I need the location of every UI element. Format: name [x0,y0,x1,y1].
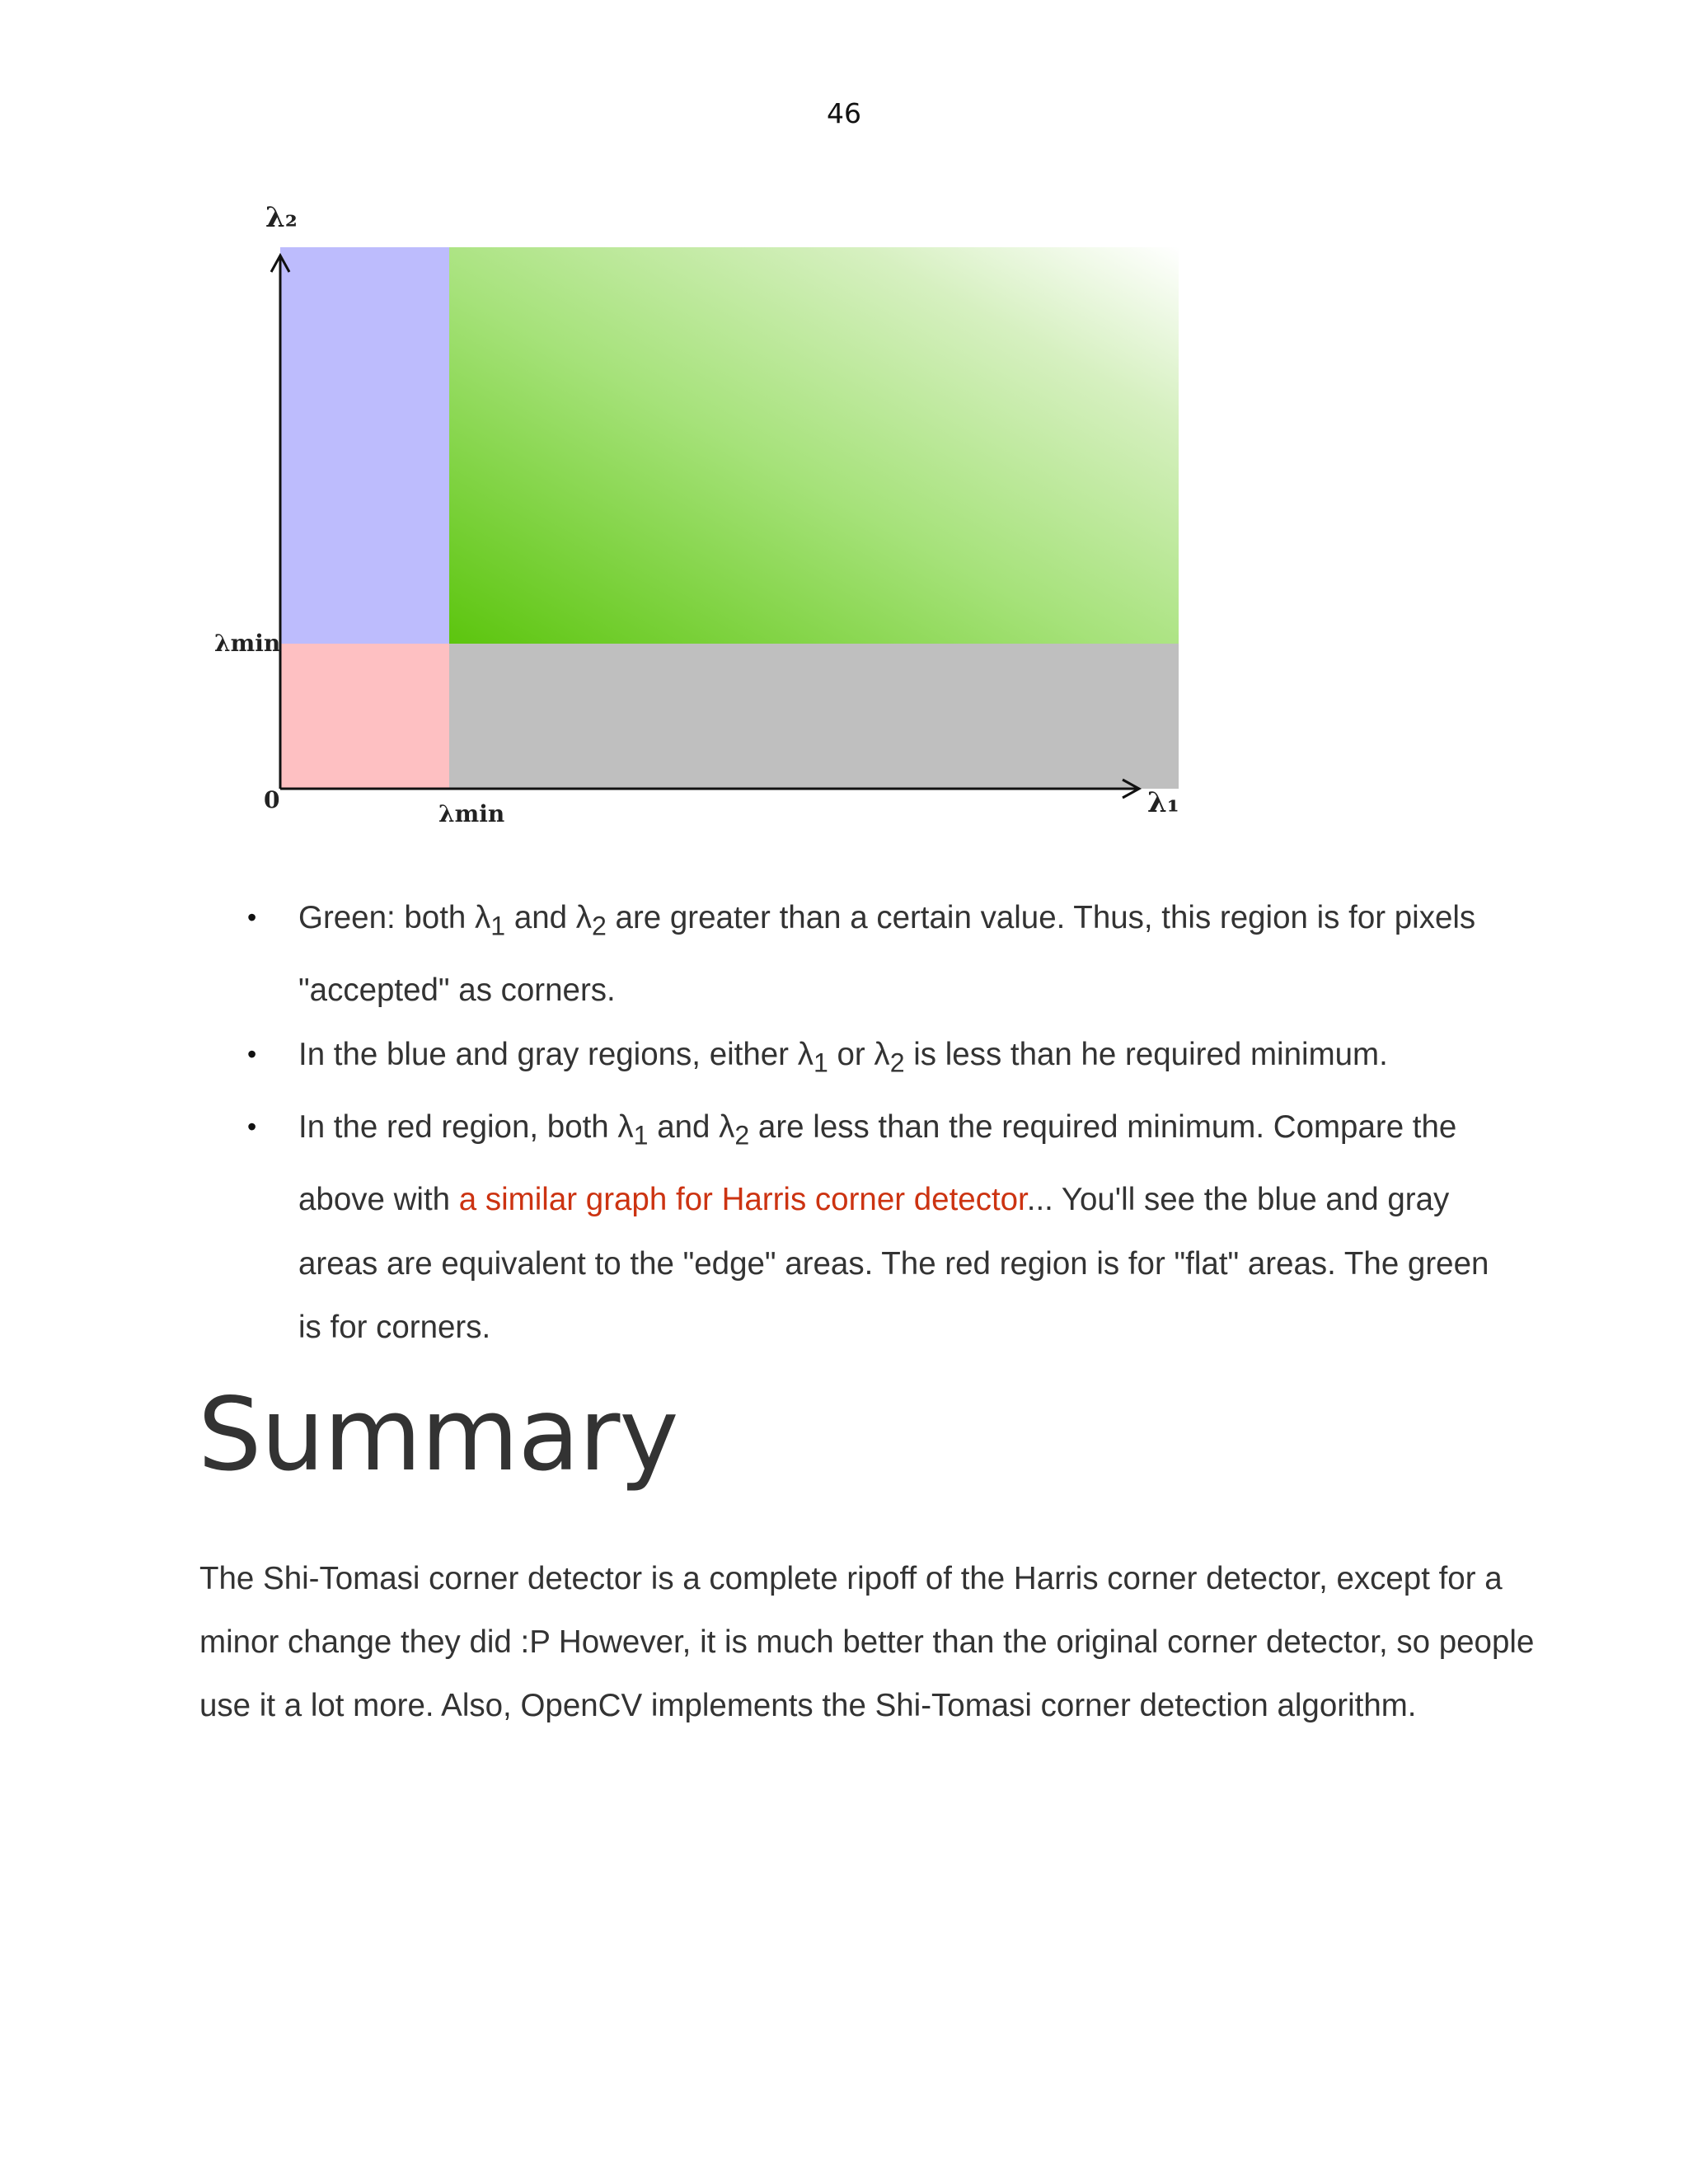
bullet-red-text-a: In the red region, both λ [298,1108,634,1145]
gray-region [449,644,1179,789]
subscript-1: 1 [490,911,506,941]
summary-paragraph: The Shi-Tomasi corner detector is a complete ripoff of the Harris corner detector, except for a minor change they did :P However, it is much better than the original corner detector, so people use it a lot more. Also, OpenCV implements the Shi-Tomasi corner detection algorithm. [199,1561,1535,1723]
region-bullet-list [239,886,1517,1360]
green-region [449,247,1179,644]
subscript-1: 1 [633,1120,649,1151]
eigenvalue-region-figure [206,194,1236,837]
bullet-green-text-b: and λ [505,900,593,935]
bullet-blue-gray [239,1023,1517,1095]
bullet-red-text-d: ... You'll see the blue and gray areas are equivalent to the "edge" areas. The red region is for "flat" areas. The green is for corners. [298,1182,1489,1346]
y-axis-label: λ₂ [265,201,298,234]
red-region [280,644,449,789]
subscript-2: 2 [592,911,607,941]
bullet-green-text-c: are greater than a certain value. Thus, this region is for pixels "accepted" as corners. [298,900,1476,1009]
bullet-green-text-a: Green: both λ [298,900,491,935]
bullet-blue-gray-text-a: In the blue and gray regions, either λ [298,1036,814,1072]
page-number: 46 [827,97,861,129]
bullet-red [239,1095,1517,1360]
bullet-blue-gray-text-c: is less than he required minimum. [904,1036,1388,1072]
bullet-red-text-c: are less than the required minimum. Compare the above with [298,1108,1457,1218]
blue-region [280,247,449,644]
subscript-1: 1 [813,1047,828,1078]
lambda-min-y-label: λmin [214,630,281,657]
bullet-blue-gray-text-b: or λ [828,1036,890,1072]
subscript-2: 2 [889,1047,905,1078]
eigenvalue-region-diagram [206,194,1236,837]
bullet-red-text-b: and λ [648,1108,735,1145]
bullet-green [239,886,1517,1023]
lambda-min-x-label: λmin [438,800,505,827]
harris-graph-link[interactable]: a similar graph for Harris corner detector [458,1182,1027,1218]
subscript-2: 2 [734,1120,750,1151]
x-axis-label: λ₁ [1147,786,1179,819]
summary-heading: Summary [198,1376,678,1493]
origin-label: 0 [264,786,280,813]
